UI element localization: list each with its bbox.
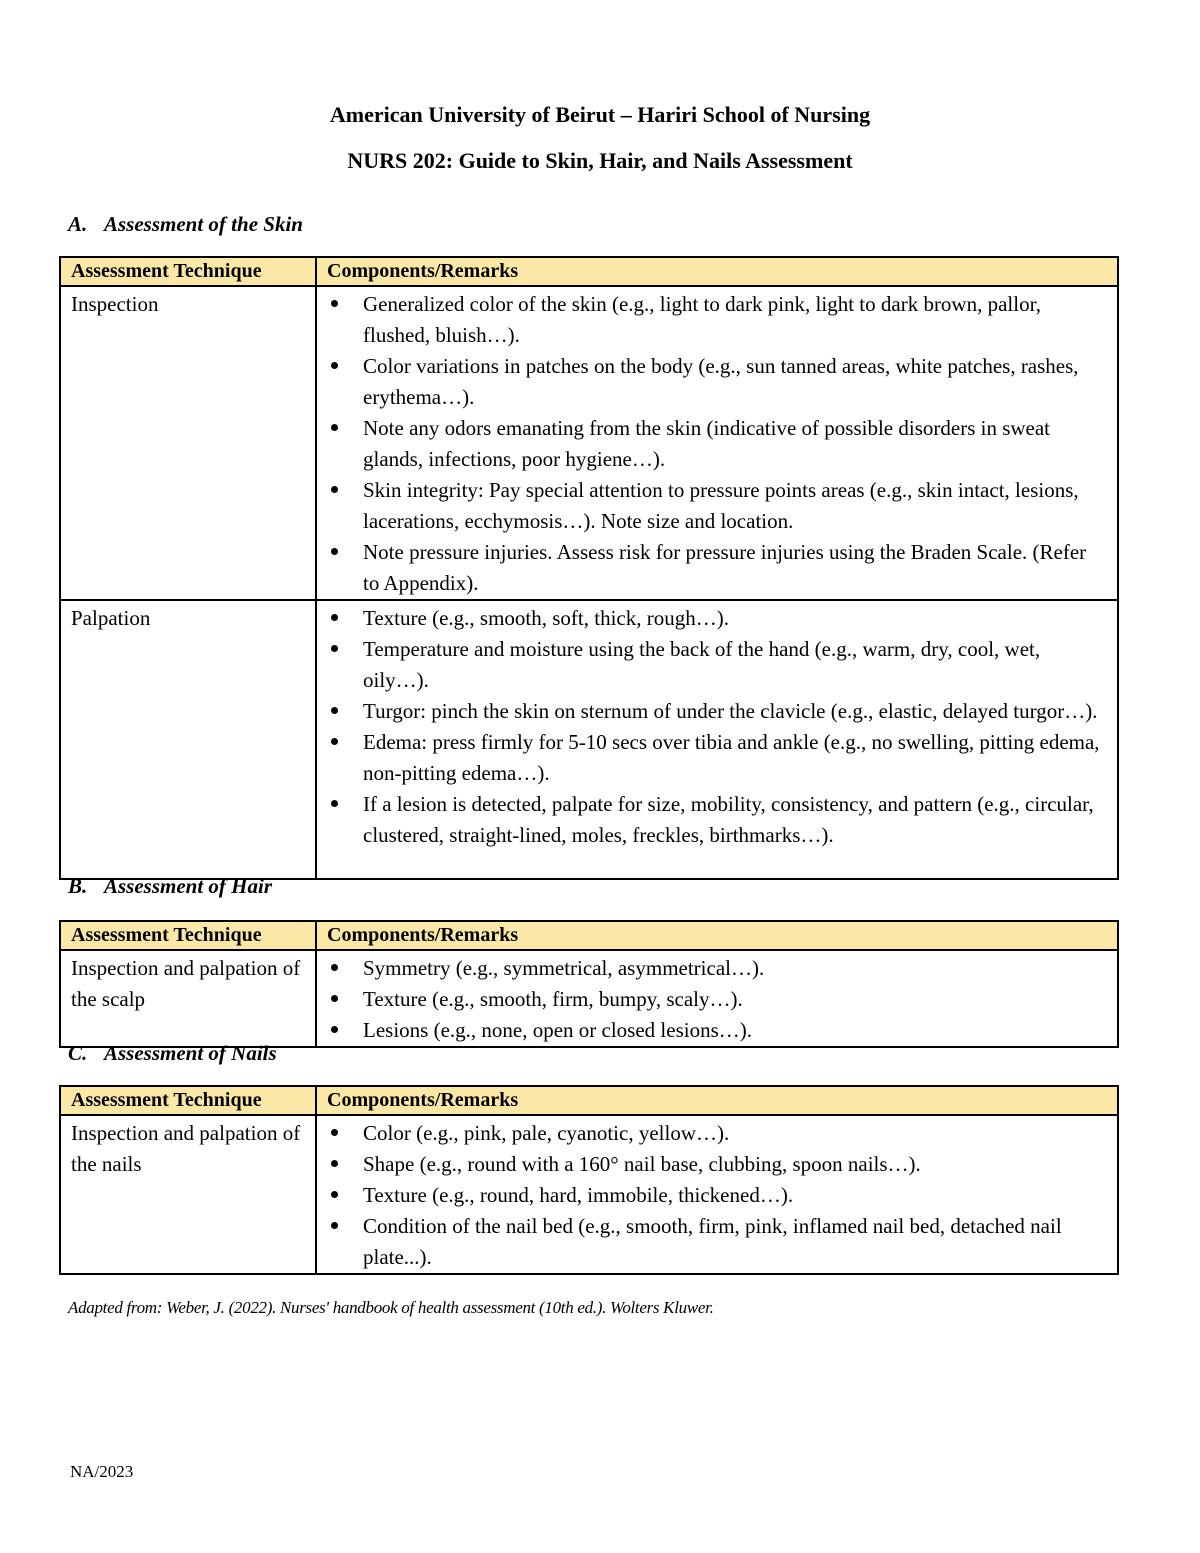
list-item: Edema: press firmly for 5-10 secs over tibia and ankle (e.g., no swelling, pitting edema, non-pitting edema…). — [327, 727, 1107, 789]
footer-code: NA/2023 — [70, 1462, 134, 1481]
source-citation: Adapted from: Weber, J. (2022). Nurses' handbook of health assessment (10th ed.). Wolters Kluwer. — [68, 1298, 714, 1317]
column-header-technique: Assessment Technique — [60, 257, 316, 286]
skin-assessment-table — [59, 256, 1119, 880]
bullet-list — [327, 1118, 1107, 1273]
section-letter: C. — [68, 1041, 88, 1065]
institution-title: American University of Beirut – Hariri School of Nursing — [329, 102, 871, 127]
column-header-technique: Assessment Technique — [60, 1086, 316, 1115]
list-item: Texture (e.g., round, hard, immobile, thickened…). — [327, 1180, 1107, 1211]
section-letter: B. — [68, 874, 88, 898]
list-item: Symmetry (e.g., symmetrical, asymmetrical…). — [327, 953, 1107, 984]
list-item: Turgor: pinch the skin on sternum of under the clavicle (e.g., elastic, delayed turgor…). — [327, 696, 1107, 727]
list-item: Shape (e.g., round with a 160° nail base, clubbing, spoon nails…). — [327, 1149, 1107, 1180]
components-cell — [316, 286, 1118, 600]
table-row — [60, 1115, 1118, 1274]
technique-cell: Inspection — [60, 286, 316, 600]
bullet-list — [327, 603, 1107, 851]
column-header-components: Components/Remarks — [316, 1086, 1118, 1115]
components-cell — [316, 1115, 1118, 1274]
list-item: Note pressure injuries. Assess risk for pressure injuries using the Braden Scale. (Refer to Appendix). — [327, 537, 1107, 599]
section-title: Assessment of Nails — [104, 1041, 277, 1065]
list-item: Skin integrity: Pay special attention to pressure points areas (e.g., skin intact, lesions, lacerations, ecchymosis…). Note size and location. — [327, 475, 1107, 537]
components-cell — [316, 950, 1118, 1047]
bullet-list — [327, 953, 1107, 1046]
section-heading-skin — [68, 211, 303, 237]
hair-assessment-table — [59, 920, 1119, 1048]
list-item: Condition of the nail bed (e.g., smooth, firm, pink, inflamed nail bed, detached nail plate...). — [327, 1211, 1107, 1273]
components-cell — [316, 600, 1118, 879]
table-row — [60, 286, 1118, 600]
bullet-list — [327, 289, 1107, 599]
list-item: Color (e.g., pink, pale, cyanotic, yellow…). — [327, 1118, 1107, 1149]
table-row — [60, 600, 1118, 879]
technique-cell: Inspection and palpation of the scalp — [60, 950, 316, 1047]
list-item: Texture (e.g., smooth, soft, thick, rough…). — [327, 603, 1107, 634]
table-header-row — [60, 1086, 1118, 1115]
table-header-row — [60, 921, 1118, 950]
list-item: Note any odors emanating from the skin (indicative of possible disorders in sweat glands, infections, poor hygiene…). — [327, 413, 1107, 475]
list-item: Lesions (e.g., none, open or closed lesions…). — [327, 1015, 1107, 1046]
list-item: Texture (e.g., smooth, firm, bumpy, scaly…). — [327, 984, 1107, 1015]
course-title: NURS 202: Guide to Skin, Hair, and Nails Assessment — [347, 148, 853, 173]
section-heading-hair — [68, 873, 272, 899]
section-title: Assessment of the Skin — [104, 212, 303, 236]
list-item: Generalized color of the skin (e.g., light to dark pink, light to dark brown, pallor, flushed, bluish…). — [327, 289, 1107, 351]
list-item: Color variations in patches on the body (e.g., sun tanned areas, white patches, rashes, erythema…). — [327, 351, 1107, 413]
nails-assessment-table — [59, 1085, 1119, 1275]
section-heading-nails — [68, 1040, 277, 1066]
section-title: Assessment of Hair — [104, 874, 273, 898]
technique-cell: Palpation — [60, 600, 316, 879]
section-letter: A. — [68, 212, 88, 236]
column-header-technique: Assessment Technique — [60, 921, 316, 950]
table-row — [60, 950, 1118, 1047]
column-header-components: Components/Remarks — [316, 921, 1118, 950]
technique-cell: Inspection and palpation of the nails — [60, 1115, 316, 1274]
column-header-components: Components/Remarks — [316, 257, 1118, 286]
list-item: Temperature and moisture using the back of the hand (e.g., warm, dry, cool, wet, oily…). — [327, 634, 1107, 696]
table-header-row — [60, 257, 1118, 286]
list-item: If a lesion is detected, palpate for size, mobility, consistency, and pattern (e.g., circular, clustered, straight-lined, moles, freckles, birthmarks…). — [327, 789, 1107, 851]
